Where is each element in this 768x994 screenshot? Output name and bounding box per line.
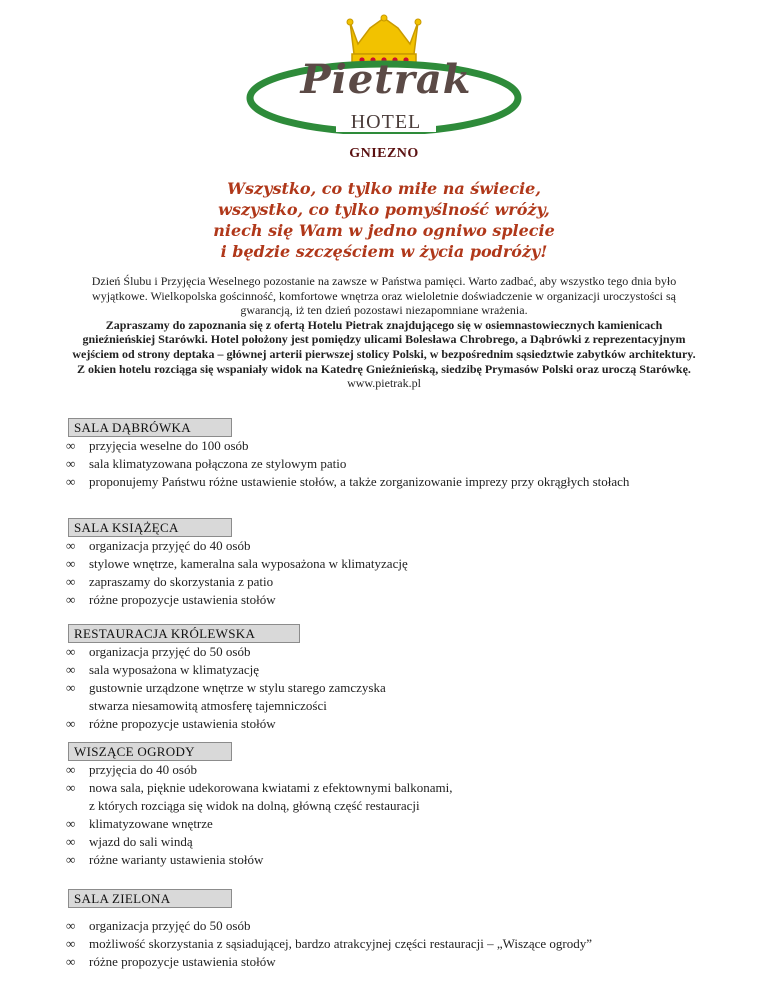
section-title: RESTAURACJA KRÓLEWSKA xyxy=(68,624,300,643)
feature-list xyxy=(68,537,720,609)
infinity-bullet-icon: ∞ xyxy=(66,474,76,489)
list-item: ∞ różne propozycje ustawienia stołów xyxy=(66,716,276,731)
infinity-bullet-icon: ∞ xyxy=(66,592,76,607)
infinity-bullet-icon: ∞ xyxy=(66,556,76,571)
infinity-bullet-icon: ∞ xyxy=(66,644,76,659)
infinity-bullet-icon: ∞ xyxy=(66,538,76,553)
list-item: ∞ różne propozycje ustawienia stołów xyxy=(66,954,276,969)
list-item: ∞ możliwość skorzystania z sąsiadującej, bardzo atrakcyjnej części restauracji – „Wiszące ogrody” xyxy=(66,936,592,951)
section-sala-ksiazeca xyxy=(68,518,720,609)
list-item: ∞ przyjęcia weselne do 100 osób xyxy=(66,438,249,453)
list-item: ∞ organizacja przyjęć do 50 osób xyxy=(66,644,251,659)
section-title: SALA DĄBRÓWKA xyxy=(68,418,232,437)
list-item: ∞ zapraszamy do skorzystania z patio xyxy=(66,574,274,589)
section-restauracja-krolewska xyxy=(68,624,720,733)
list-item: ∞ nowa sala, pięknie udekorowana kwiatami z efektownymi balkonami, z których rozciąga się widok na dolną, główną część restauracji xyxy=(66,780,453,813)
infinity-bullet-icon: ∞ xyxy=(66,936,76,951)
logo-hotel-text: HOTEL xyxy=(336,112,436,132)
intro-invitation: Zapraszamy do zapoznania się z ofertą Hotelu Pietrak znajdującego się w osiemnastowiecznych kamienicach gnieźnieńskiej Starówki. Hotel położony jest pomiędzy ulicami Bolesława Chrobrego, a Dąbrówki z reprezentacyjnym wejściem od strony deptaka – głównej arterii pierwszej stolicy Polski, w bezpośrednim sąsiedztwie zabytków architektury. Z okien hotelu rozciąga się wspaniały widok na Katedrę Gnieźnieńską, siedzibę Prymasów Polski oraz uroczą Starówkę. xyxy=(72,317,696,376)
website-link[interactable]: www.pietrak.pl xyxy=(347,376,421,391)
list-item: ∞ różne warianty ustawienia stołów xyxy=(66,852,264,867)
list-item: ∞ sala wyposażona w klimatyzację xyxy=(66,662,260,677)
list-item: ∞ przyjęcia do 40 osób xyxy=(66,762,197,777)
list-item: ∞ sala klimatyzowana połączona ze stylowym patio xyxy=(66,456,347,471)
feature-list xyxy=(68,437,720,491)
infinity-bullet-icon: ∞ xyxy=(66,954,76,969)
infinity-bullet-icon: ∞ xyxy=(66,762,76,777)
feature-list xyxy=(68,917,720,971)
poem-line: niech się Wam w jedno ogniwo splecie xyxy=(213,221,555,240)
infinity-bullet-icon: ∞ xyxy=(66,816,76,831)
section-sala-dabrowka xyxy=(68,418,720,491)
list-item: ∞ gustownie urządzone wnętrze w stylu starego zamczyska stwarza niesamowitą atmosferę tajemniczości xyxy=(66,680,386,713)
feature-list xyxy=(68,761,720,869)
list-item: ∞ organizacja przyjęć do 50 osób xyxy=(66,918,251,933)
poem xyxy=(0,178,768,262)
list-item: ∞ proponujemy Państwu różne ustawienie stołów, a także zorganizowanie imprezy przy okrągłych stołach xyxy=(66,474,630,489)
infinity-bullet-icon: ∞ xyxy=(66,852,76,867)
infinity-bullet-icon: ∞ xyxy=(66,834,76,849)
poem-line: i będzie szczęściem w życia podróży! xyxy=(220,242,548,261)
section-sala-zielona xyxy=(68,889,720,971)
list-item: ∞ stylowe wnętrze, kameralna sala wyposażona w klimatyzację xyxy=(66,556,408,571)
list-item: ∞ wjazd do sali windą xyxy=(66,834,193,849)
infinity-bullet-icon: ∞ xyxy=(66,574,76,589)
infinity-bullet-icon: ∞ xyxy=(66,680,76,695)
list-item: ∞ klimatyzowane wnętrze xyxy=(66,816,213,831)
city-heading: GNIEZNO xyxy=(349,146,419,161)
intro-text xyxy=(70,274,698,391)
infinity-bullet-icon: ∞ xyxy=(66,918,76,933)
section-title: SALA ZIELONA xyxy=(68,889,232,908)
feature-list xyxy=(68,643,720,733)
intro-paragraph: Dzień Ślubu i Przyjęcia Weselnego pozostanie na zawsze w Państwa pamięci. Warto zadbać, aby wszystko tego dnia było wyjątkowe. Wielkopolska gościnność, komfortowe wnętrza oraz wieloletnie doświadczenie w organizacji uroczystości są gwarancją, iż ten dzień pozostawi niezapomniane wrażenia. xyxy=(91,274,677,318)
infinity-bullet-icon: ∞ xyxy=(66,716,76,731)
logo-script-text: Pietrak xyxy=(300,56,472,103)
section-wiszace-ogrody xyxy=(68,742,720,869)
list-item: ∞ różne propozycje ustawienia stołów xyxy=(66,592,276,607)
list-item: ∞ organizacja przyjęć do 40 osób xyxy=(66,538,251,553)
section-title: WISZĄCE OGRODY xyxy=(68,742,232,761)
infinity-bullet-icon: ∞ xyxy=(66,456,76,471)
section-title: SALA KSIĄŻĘCA xyxy=(68,518,232,537)
poem-line: Wszystko, co tylko miłe na świecie, xyxy=(227,179,541,198)
infinity-bullet-icon: ∞ xyxy=(66,780,76,795)
infinity-bullet-icon: ∞ xyxy=(66,438,76,453)
hotel-logo xyxy=(246,14,522,134)
infinity-bullet-icon: ∞ xyxy=(66,662,76,677)
poem-line: wszystko, co tylko pomyślność wróży, xyxy=(218,200,550,219)
